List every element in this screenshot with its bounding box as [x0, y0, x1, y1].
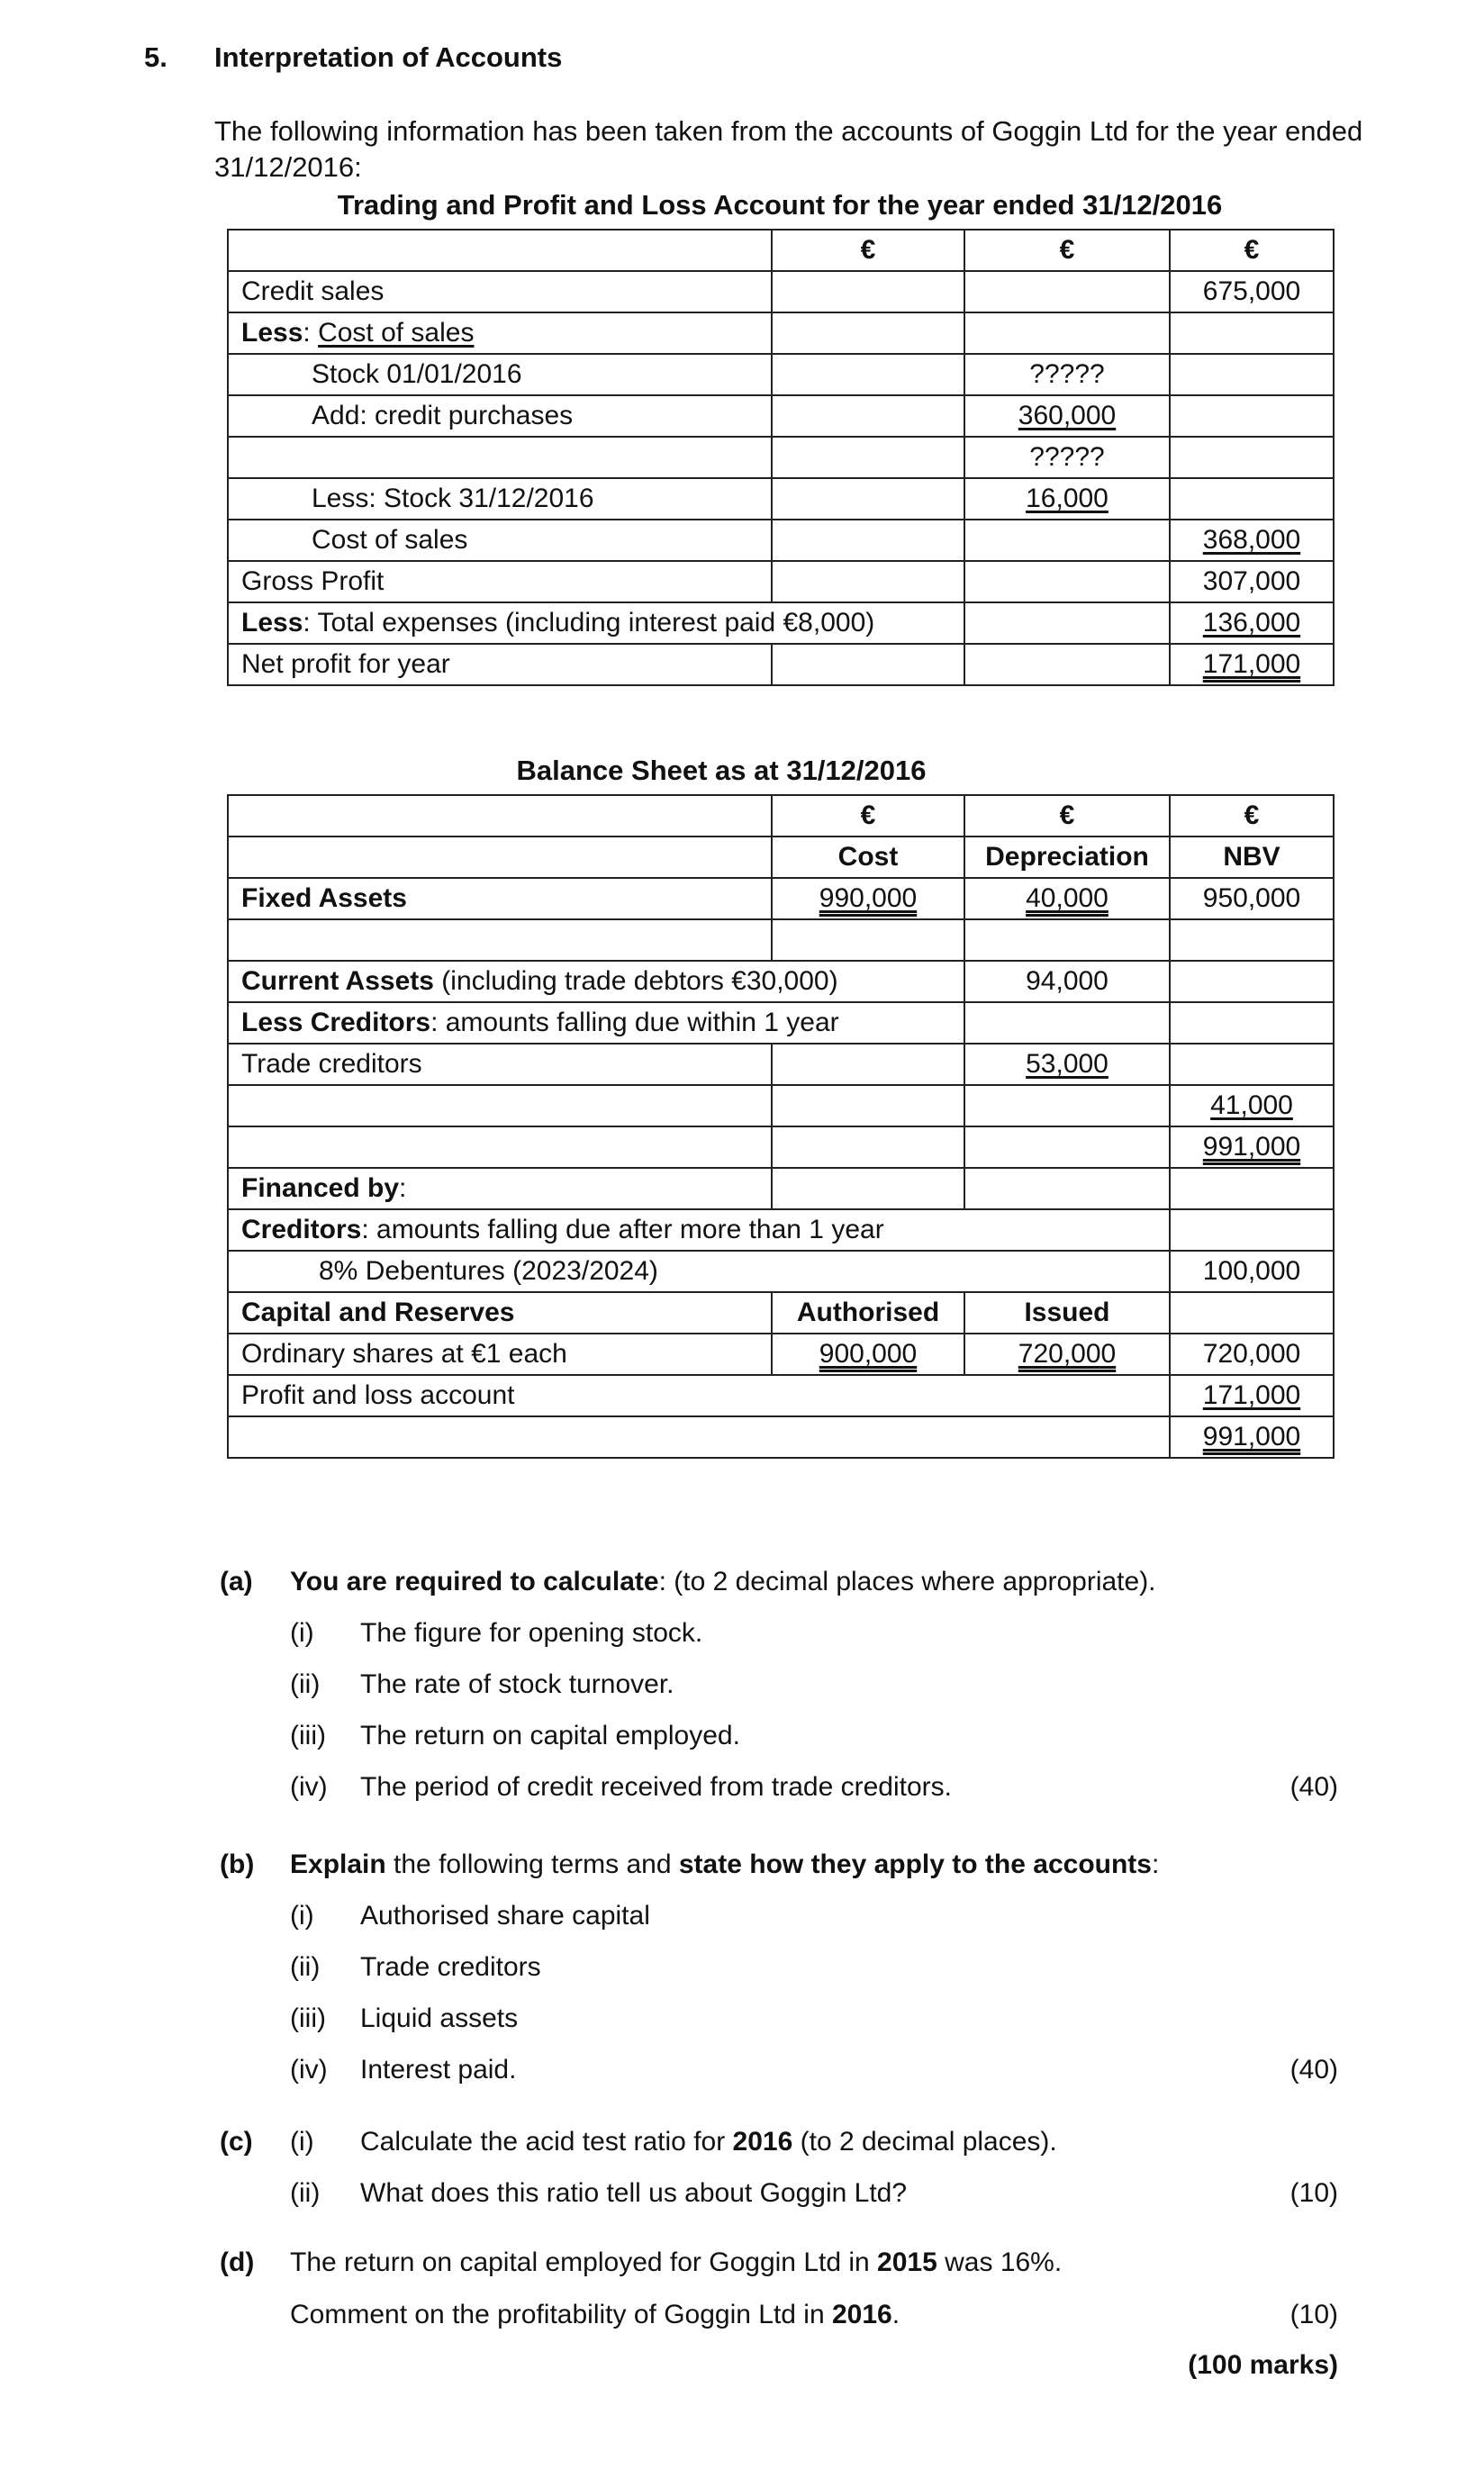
- gross-profit-value: 307,000: [1170, 561, 1334, 602]
- total-marks: (100 marks): [1188, 2350, 1338, 2380]
- cost-header: Cost: [772, 837, 964, 878]
- closing-stock-value: 16,000: [1026, 484, 1108, 513]
- table-row: [228, 644, 1334, 685]
- net-profit-label: Net profit for year: [228, 644, 772, 685]
- fixed-assets-nbv: 950,000: [1170, 878, 1334, 919]
- part-a-instruction: You are required to calculate: (to 2 decimal places where appropriate).: [290, 1567, 1156, 1596]
- part-a-item-num: (iv): [290, 1772, 328, 1802]
- table-row: [228, 437, 1334, 478]
- currency-header: €: [772, 230, 964, 271]
- table-row: [228, 1375, 1334, 1416]
- table-row: [228, 1126, 1334, 1168]
- cost-of-sales-label: Cost of sales: [228, 520, 772, 561]
- authorised-shares-value: 900,000: [819, 1339, 918, 1369]
- expenses-value: 136,000: [1202, 608, 1301, 638]
- ordinary-shares-value: 720,000: [1170, 1334, 1334, 1375]
- less-cost-of-sales: Less: Cost of sales: [228, 312, 772, 354]
- part-c-item-text: Calculate the acid test ratio for 2016 (to 2 decimal places).: [360, 2127, 1057, 2157]
- part-a-item-text: The return on capital employed.: [360, 1721, 740, 1750]
- long-creditors-label: Creditors: amounts falling due after more than 1 year: [228, 1209, 1170, 1251]
- part-b-item-text: Trade creditors: [360, 1952, 541, 1982]
- capital-total-value: 991,000: [1202, 1422, 1301, 1452]
- part-a-label: (a): [220, 1567, 253, 1596]
- issued-header: Issued: [964, 1292, 1170, 1334]
- fixed-assets-label: Fixed Assets: [228, 878, 772, 919]
- table-row: [228, 837, 1334, 878]
- part-a-item-text: The figure for opening stock.: [360, 1618, 703, 1648]
- part-b-item-num: (ii): [290, 1952, 321, 1982]
- part-c-item-text: What does this ratio tell us about Goggin Ltd?: [360, 2178, 908, 2208]
- working-capital-value: 41,000: [1210, 1090, 1293, 1120]
- part-a-item-num: (i): [290, 1618, 314, 1648]
- table-row: [228, 1085, 1334, 1126]
- part-b-instruction: Explain the following terms and state how they apply to the accounts:: [290, 1849, 1160, 1879]
- fixed-assets-depreciation: 40,000: [1026, 883, 1108, 913]
- part-d-marks: (10): [1289, 2300, 1338, 2329]
- question-intro: The following information has been taken from the accounts of Goggin Ltd for the year ended 31/12/2016:: [214, 115, 1363, 183]
- part-d-label: (d): [220, 2247, 255, 2277]
- part-b-item-num: (iv): [290, 2055, 328, 2085]
- table-row: [228, 561, 1334, 602]
- table-row: [228, 1292, 1334, 1334]
- opening-stock-value: ?????: [964, 354, 1170, 395]
- table-row: [228, 312, 1334, 354]
- table-row: [228, 1251, 1334, 1292]
- depreciation-header: Depreciation: [964, 837, 1170, 878]
- purchases-value: 360,000: [1018, 401, 1117, 430]
- nbv-header: NBV: [1170, 837, 1334, 878]
- total-net-assets-value: 991,000: [1202, 1132, 1301, 1162]
- currency-header: €: [1170, 230, 1334, 271]
- less-creditors-label: Less Creditors: amounts falling due within 1 year: [228, 1002, 964, 1044]
- credit-sales-value: 675,000: [1170, 271, 1334, 312]
- part-a-item-num: (iii): [290, 1721, 326, 1750]
- issued-shares-value: 720,000: [1018, 1339, 1117, 1369]
- table-row: [228, 395, 1334, 437]
- capital-reserves-label: Capital and Reserves: [228, 1292, 772, 1334]
- balance-sheet-table: [227, 794, 1335, 1459]
- current-assets-value: 94,000: [964, 961, 1170, 1002]
- table-row: [228, 1334, 1334, 1375]
- question-number: 5.: [144, 41, 167, 73]
- ordinary-shares-label: Ordinary shares at €1 each: [228, 1334, 772, 1375]
- currency-header: €: [1170, 795, 1334, 837]
- gross-profit-label: Gross Profit: [228, 561, 772, 602]
- table-row: [228, 795, 1334, 837]
- currency-header: €: [964, 795, 1170, 837]
- part-b-label: (b): [220, 1849, 255, 1879]
- part-a-marks: (40): [1289, 1772, 1338, 1802]
- table-row: [228, 230, 1334, 271]
- table-row: [228, 1044, 1334, 1085]
- table-row: [228, 354, 1334, 395]
- opening-stock-label: Stock 01/01/2016: [228, 354, 772, 395]
- goods-available-value: ?????: [964, 437, 1170, 478]
- trade-creditors-value: 53,000: [1026, 1049, 1108, 1079]
- table-row: [228, 271, 1334, 312]
- part-a-item-num: (ii): [290, 1669, 321, 1699]
- table-row: [228, 1168, 1334, 1209]
- authorised-header: Authorised: [772, 1292, 964, 1334]
- part-b-item-text: Liquid assets: [360, 2003, 519, 2033]
- part-b-item-text: Authorised share capital: [360, 1901, 650, 1931]
- part-c-item-num: (i): [290, 2127, 314, 2157]
- current-assets-label: Current Assets (including trade debtors €30,000): [228, 961, 964, 1002]
- currency-header: €: [964, 230, 1170, 271]
- cost-of-sales-value: 368,000: [1202, 525, 1301, 555]
- part-b-item-num: (iii): [290, 2003, 326, 2033]
- part-d-line1: The return on capital employed for Goggin Ltd in 2015 was 16%.: [290, 2247, 1063, 2277]
- trading-account-table: [227, 229, 1335, 686]
- part-c-item-num: (ii): [290, 2178, 321, 2208]
- currency-header: €: [772, 795, 964, 837]
- balance-caption: Balance Sheet as at 31/12/2016: [516, 755, 927, 786]
- table-row: [228, 1416, 1334, 1458]
- expenses-label: Less: Total expenses (including interest paid €8,000): [228, 602, 964, 644]
- table-row: [228, 478, 1334, 520]
- part-a-item-text: The period of credit received from trade creditors.: [360, 1772, 952, 1802]
- profit-loss-value: 171,000: [1202, 1380, 1301, 1410]
- question-title: Interpretation of Accounts: [214, 41, 563, 73]
- table-row: [228, 919, 1334, 961]
- table-row: [228, 878, 1334, 919]
- part-d-line2: Comment on the profitability of Goggin Ltd in 2016.: [290, 2300, 900, 2329]
- trade-creditors-label: Trade creditors: [228, 1044, 772, 1085]
- table-row: [228, 961, 1334, 1002]
- closing-stock-label: Less: Stock 31/12/2016: [228, 478, 772, 520]
- credit-sales-label: Credit sales: [228, 271, 772, 312]
- financed-by-label: Financed by:: [228, 1168, 772, 1209]
- part-c-marks: (10): [1289, 2178, 1338, 2208]
- part-b-marks: (40): [1289, 2055, 1338, 2085]
- trading-caption: Trading and Profit and Loss Account for the year ended 31/12/2016: [337, 189, 1223, 221]
- net-profit-value: 171,000: [1202, 649, 1301, 679]
- fixed-assets-cost: 990,000: [819, 883, 918, 913]
- profit-loss-label: Profit and loss account: [228, 1375, 1170, 1416]
- table-row: [228, 520, 1334, 561]
- part-b-item-text: Interest paid.: [360, 2055, 517, 2085]
- purchases-label: Add: credit purchases: [228, 395, 772, 437]
- table-row: [228, 602, 1334, 644]
- debentures-label: 8% Debentures (2023/2024): [228, 1251, 1170, 1292]
- debentures-value: 100,000: [1170, 1251, 1334, 1292]
- part-c-label: (c): [220, 2127, 253, 2157]
- part-b-item-num: (i): [290, 1901, 314, 1931]
- part-a-item-text: The rate of stock turnover.: [360, 1669, 674, 1699]
- table-row: [228, 1002, 1334, 1044]
- table-row: [228, 1209, 1334, 1251]
